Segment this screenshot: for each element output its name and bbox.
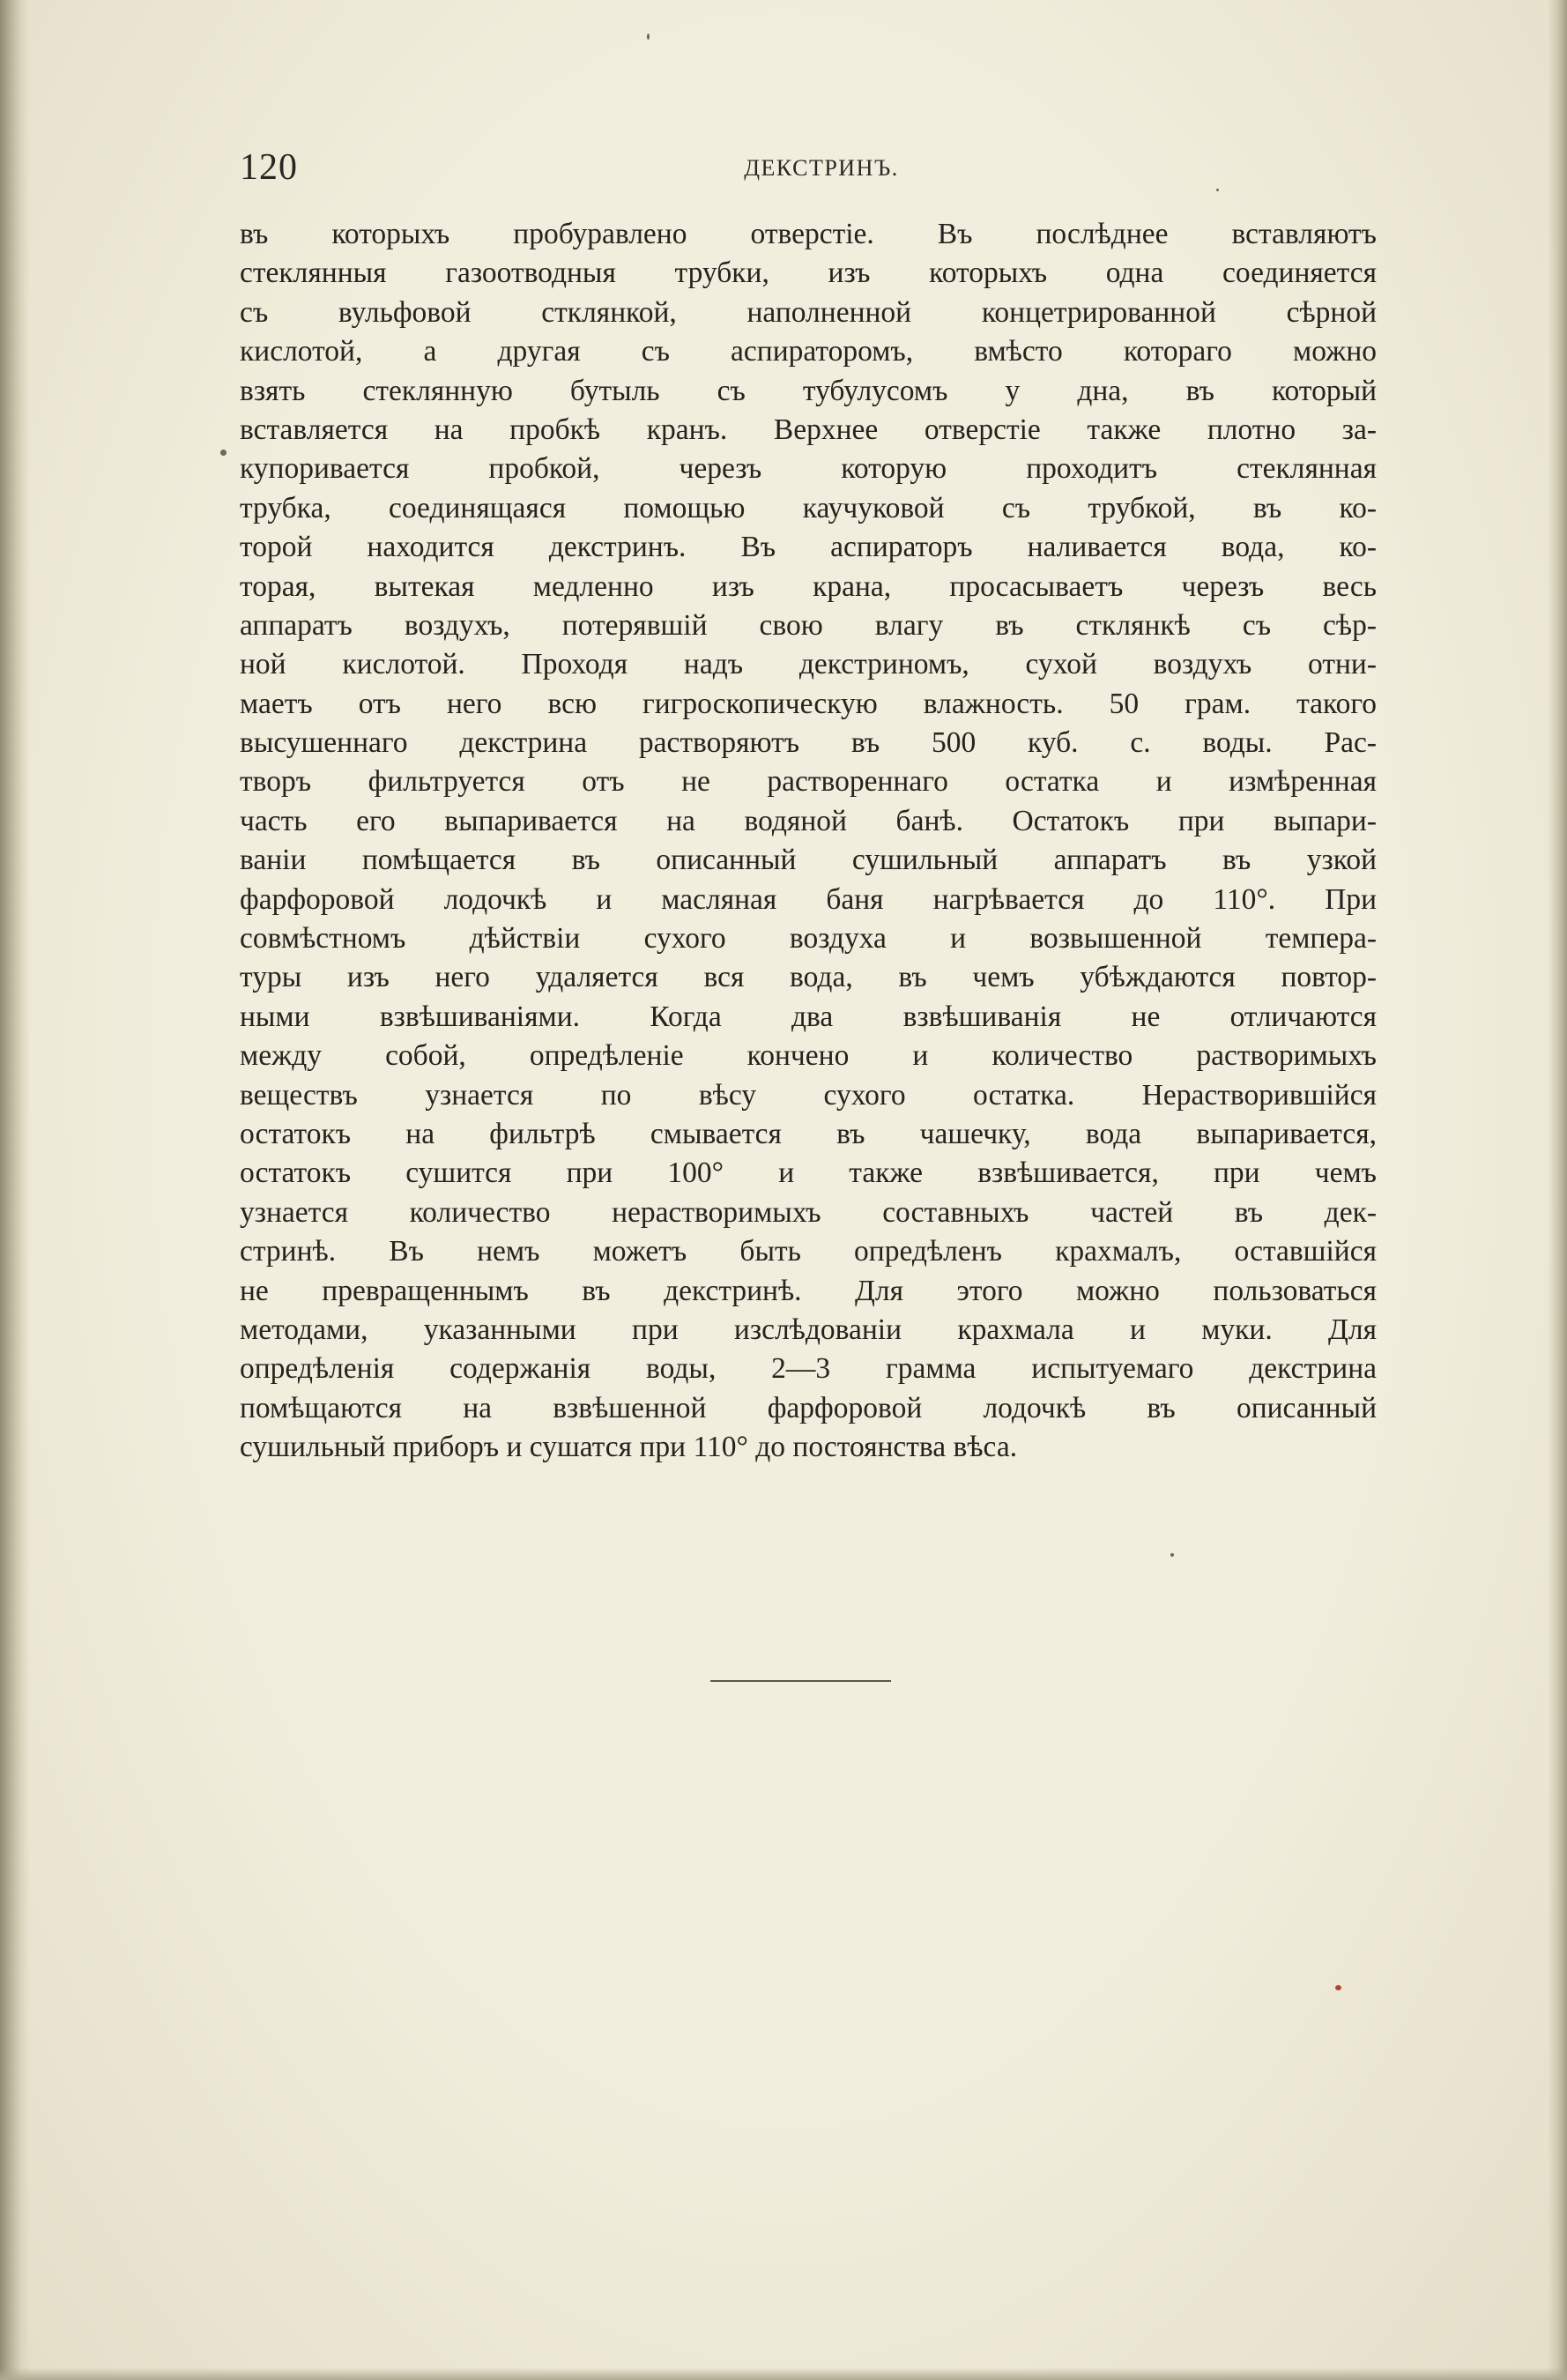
text-line: сушильный приборъ и сушатся при 110° до постоянства вѣса.	[240, 1431, 1018, 1464]
text-line: вставляется на пробкѣ кранъ. Верхнее отверстіе также плотно за-	[240, 413, 1377, 446]
body-text	[240, 215, 1377, 1468]
text-line: помѣщаются на взвѣшенной фарфоровой лодочкѣ въ описанный	[240, 1391, 1377, 1424]
text-line: купоривается пробкой, черезъ которую проходитъ стеклянная	[240, 452, 1377, 486]
text-line: между собой, опредѣленіе кончено и количество растворимыхъ	[240, 1039, 1377, 1073]
text-line: туры изъ него удаляется вся вода, въ чемъ убѣждаются повтор-	[240, 961, 1377, 994]
text-line: стеклянныя газоотводныя трубки, изъ которыхъ одна соединяется	[240, 257, 1377, 290]
text-line: ными взвѣшиваніями. Когда два взвѣшиванія не отличаются	[240, 1000, 1377, 1033]
text-line: фарфоровой лодочкѣ и масляная баня нагрѣвается до 110°. При	[240, 882, 1377, 916]
text-line: опредѣленія содержанія воды, 2—3 грамма испытуемаго декстрина	[240, 1352, 1377, 1386]
text-line: ваніи помѣщается въ описанный сушильный аппаратъ въ узкой	[240, 844, 1377, 877]
text-line: узнается количество нерастворимыхъ составныхъ частей въ дек-	[240, 1195, 1377, 1229]
text-line: торая, вытекая медленно изъ крана, просасываетъ черезъ весь	[240, 569, 1377, 603]
page-speck	[1170, 1553, 1174, 1557]
binding-shadow-left	[0, 0, 30, 2380]
text-line: кислотой, а другая съ аспираторомъ, вмѣсто котораго можно	[240, 335, 1377, 368]
page-number: 120	[240, 147, 298, 188]
text-line: взять стеклянную бутыль съ тубулусомъ у дна, въ который	[240, 374, 1377, 407]
text-line: съ вульфовой стклянкой, наполненной концетрированной сѣрной	[240, 295, 1377, 329]
text-line: стринѣ. Въ немъ можетъ быть опредѣленъ крахмалъ, оставшійся	[240, 1235, 1377, 1268]
page-header	[240, 141, 1377, 194]
page-edge-bottom	[0, 2368, 1567, 2380]
text-line: методами, указанными при изслѣдованіи крахмала и муки. Для	[240, 1313, 1377, 1346]
text-line: остатокъ на фильтрѣ смывается въ чашечку, вода выпаривается,	[240, 1117, 1377, 1150]
text-line: остатокъ сушится при 100° и также взвѣшивается, при чемъ	[240, 1157, 1377, 1190]
running-title: ДЕКСТРИНЪ.	[744, 155, 899, 181]
text-line: маетъ отъ него всю гигроскопическую влажность. 50 грам. такого	[240, 687, 1377, 720]
text-line: трубка, соединящаяся помощью каучуковой съ трубкой, въ ко-	[240, 491, 1377, 524]
page-edge-right	[1548, 0, 1567, 2380]
text-line: творъ фильтруется отъ не раствореннаго остатка и измѣренная	[240, 765, 1377, 799]
text-line: высушеннаго декстрина растворяютъ въ 500 куб. с. воды. Рас-	[240, 726, 1377, 760]
page-speck	[220, 450, 227, 456]
end-rule	[710, 1680, 891, 1682]
text-line: въ которыхъ пробуравлено отверстіе. Въ послѣднее вставляютъ	[240, 218, 1377, 250]
text-line: не превращеннымъ въ декстринѣ. Для этого можно пользоваться	[240, 1274, 1377, 1307]
text-line: часть его выпаривается на водяной банѣ. Остатокъ при выпари-	[240, 804, 1377, 837]
text-line: веществъ узнается по вѣсу сухого остатка. Нерастворившійся	[240, 1078, 1377, 1112]
page-speck	[1335, 1985, 1341, 1990]
text-line: торой находится декстринъ. Въ аспираторъ наливается вода, ко-	[240, 531, 1377, 564]
text-line: аппаратъ воздухъ, потерявшій свою влагу въ стклянкѣ съ сѣр-	[240, 608, 1377, 642]
page-speck	[647, 33, 650, 40]
text-line: ной кислотой. Проходя надъ декстриномъ, сухой воздухъ отни-	[240, 648, 1377, 681]
text-line: совмѣстномъ дѣйствіи сухого воздуха и возвышенной темпера-	[240, 922, 1377, 956]
page-speck	[1216, 189, 1219, 191]
